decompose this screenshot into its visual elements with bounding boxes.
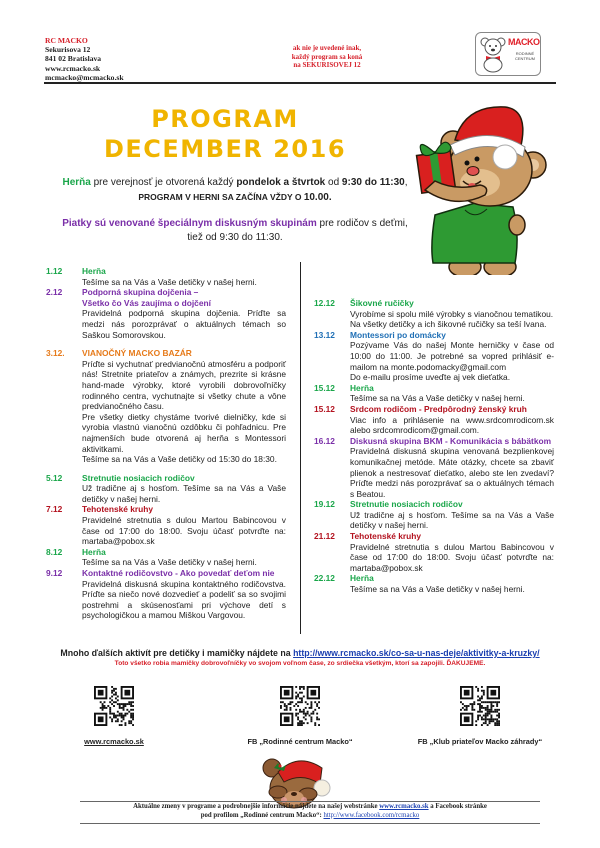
event-date: 5.12 <box>46 472 63 483</box>
event-title: Herňa <box>82 266 106 276</box>
thanks-note: Toto všetko robia mamičky dobrovoľníčky vo svojom voľnom čase, zo srdiečka všetkým, ktorí sa zapojili. ĎAKUJEME. <box>114 660 486 667</box>
event-title: Stretnutie nosiacich rodičov <box>350 499 463 510</box>
event-date: 12.12 <box>314 298 335 308</box>
column-divider <box>300 262 301 634</box>
activities-link[interactable]: http://www.rcmacko.sk/co-sa-u-nas-deje/aktivitky-a-kruzky/ <box>293 648 540 658</box>
address-street: Sekurisova 12 <box>45 45 91 55</box>
qr-block-fb-klub <box>400 686 560 746</box>
event-subtitle: Všetko čo Vás zaujíma o dojčení <box>82 297 211 308</box>
intro-text-span: pre verejnosť je otvorená každý <box>90 177 237 188</box>
event-item <box>314 383 554 404</box>
event-description: Pre všetky dietky chystáme tvorivé dielničky, kde si vyrobia vlastnú vianočnú ozdôbku či pohľadnicu. Pre najmenších bude otvorená aj herňa s Montessori aktivitkami. <box>82 411 286 454</box>
event-title: VIANOČNÝ MACKO BAZÁR <box>82 348 192 359</box>
event-item <box>46 473 286 505</box>
footer-text-span: Aktuálne zmeny v programe a podrobnejšie informácie nájdete na našej webstránke <box>133 803 380 810</box>
intro-text-span: , <box>404 177 408 188</box>
more-activities <box>30 648 570 659</box>
location-note-line: ak nie je uvedené inak, <box>292 44 362 52</box>
event-description: Príďte si vychutnať predvianočnú atmosféru a podporiť nás! Stretnite priateľov a známych, prezrite si krásne hand-made výrobky, ktoré vyrobili dobrovoľníčky rodinného centra, vychutnajte si všetky chute a vône predvianočného času. <box>82 358 286 412</box>
event-description: Pravidelná diskusná skupina kontaktného rodičovstva. Príďte sa niečo nové dozvedieť a podeliť sa so svojimi postrehmi a skúsenosťami pri výchove detí s psychologičkou a mamou Miškou Vargovou. <box>82 578 286 621</box>
intro-text-span: tiež od 9:30 do 11:30. <box>187 232 283 243</box>
intro-days: pondelok a štvrtok <box>236 177 326 188</box>
event-description: Vyrobíme si spolu milé výrobky s vianočnou tematikou. Na všetky detičky a ich šikovné ručičky sa teší Ivana. <box>350 308 554 330</box>
page-title <box>90 104 360 164</box>
macko-logo <box>475 32 541 76</box>
logo-brand: MACKO <box>508 37 540 47</box>
event-item <box>46 266 286 287</box>
org-contact-block <box>45 36 124 82</box>
event-title: Srdcom rodičom - Predpôrodný ženský kruh <box>350 403 527 414</box>
event-title: Šikovné ručičky <box>350 298 414 308</box>
footer-divider <box>80 823 540 824</box>
qr-block-website <box>34 686 194 746</box>
title-line-2: DECEMBER 2016 <box>103 135 347 163</box>
event-description: Do e-mailu prosíme uveďte aj vek dieťatka. <box>350 372 511 383</box>
event-date: 21.12 <box>314 531 335 542</box>
intro-paragraph-fridays <box>40 217 430 245</box>
fridays-highlight: Piatky sú venované špeciálnym diskusným skupinám <box>62 218 317 229</box>
event-title: Kontaktné rodičovstvo - Ako povedať deťom nie <box>82 568 275 579</box>
event-description: Už tradične aj s hosťom. Tešíme sa na Vás a Vaše detičky v našej herni. <box>82 483 286 504</box>
location-note-line: každý program sa koná <box>291 52 363 61</box>
event-title: Tehotenské kruhy <box>82 504 154 515</box>
qr-code-icon[interactable] <box>280 686 320 726</box>
website-link[interactable]: www.rcmacko.sk <box>45 63 101 73</box>
qr-code-icon[interactable] <box>460 686 500 726</box>
event-item <box>46 504 286 546</box>
event-description: Pravidelné stretnutia s dulou Martou Babincovou v čase od 17:00 do 18:00. Svoju účasť potvrďte na: martaba@pobox.sk <box>82 515 286 547</box>
event-item <box>46 568 286 621</box>
event-description: Tešíme sa na Vás a Vaše detičky od 15:30 do 18:30. <box>82 454 277 465</box>
event-item <box>46 287 286 340</box>
event-description: Tešíme sa na Vás a Vaše detičky v našej herni. <box>82 557 257 568</box>
footer-facebook-link[interactable]: http://www.facebook.com/rcmacko <box>323 811 420 819</box>
event-title: Tehotenské kruhy <box>350 531 422 542</box>
footer-website-link[interactable]: www.rcmacko.sk <box>379 803 429 810</box>
event-title: Podporná skupina dojčenia – <box>82 287 199 298</box>
qr-block-fb-macko <box>220 686 380 746</box>
event-description: Pravidelná diskusná skupina venovaná bezplienkovej komunikačnej metóde. Máte otázky, chcete sa zbaviť plienok a nestresovať dieťatko, alebo ste len zvedaví? Príďte medzi nás porozprávať sa o aktuálnych témach s Beatou. <box>350 446 554 499</box>
event-item <box>314 499 554 531</box>
event-date: 8.12 <box>46 546 63 557</box>
event-item <box>46 547 286 568</box>
intro-time: 9:30 do 11:30 <box>341 177 405 188</box>
event-title: Herňa <box>350 573 374 584</box>
event-description: Už tradične aj s hosťom. Tešíme sa na Vás a Vaše detičky v našej herni. <box>350 509 554 531</box>
event-item <box>314 330 554 383</box>
event-date: 16.12 <box>314 435 335 446</box>
event-item <box>314 436 554 500</box>
title-line-1: PROGRAM <box>151 105 299 133</box>
event-date: 15.12 <box>314 403 335 414</box>
event-title: Montessori po domácky <box>350 329 446 340</box>
org-name: RC MACKO <box>45 36 88 45</box>
qr-label-fb-macko: FB „Rodinné centrum Macko“ <box>247 737 353 746</box>
event-item <box>314 531 554 573</box>
event-item <box>314 404 554 436</box>
event-title: Herňa <box>82 546 106 557</box>
event-description: Pozývame Vás do našej Monte herničky v čase od 10:00 do 11:00. Je potrebné sa vopred prihlásiť e-mailom na monte.podomacky@gmail.com <box>350 340 554 372</box>
event-date: 1.12 <box>46 266 63 276</box>
events-right-column <box>314 298 554 595</box>
program-start-note: PROGRAM V HERNI SA ZAČÍNA VŽDY O <box>138 192 304 202</box>
event-item <box>46 348 286 465</box>
event-item <box>314 573 554 594</box>
program-start-time: 10.00. <box>303 192 332 203</box>
event-date: 19.12 <box>314 499 335 510</box>
event-date: 2.12 <box>46 287 63 298</box>
event-description: Tešíme sa na Vás a Vaše detičky v našej herni. <box>82 276 257 287</box>
intro-paragraph-herna <box>40 176 430 205</box>
event-date: 3.12. <box>46 348 65 359</box>
event-description: Pravidelné stretnutia s dulou Martou Babincovou v čase od 17:00 do 18:00. Svoju účasť potvrďte na: martaba@pobox.sk <box>350 541 554 573</box>
event-description: Pravidelná podporná skupina dojčenia. Príďte sa medzi nás porozprávať o aktuálnych témach so Saškou Somorovskou. <box>82 308 286 340</box>
qr-label-website[interactable]: www.rcmacko.sk <box>84 737 144 746</box>
footer-text <box>80 803 540 821</box>
teddy-bear-logo-icon <box>478 35 510 73</box>
event-date: 9.12 <box>46 568 63 579</box>
intro-text <box>40 176 430 245</box>
footer-text-span: pod profilom „Rodinné centrum Macko“: <box>200 811 324 819</box>
event-date: 15.12 <box>314 382 335 393</box>
event-description: Tešíme sa na Vás a Vaše detičky v našej herni. <box>350 393 525 404</box>
event-date: 22.12 <box>314 573 335 584</box>
qr-label-fb-klub: FB „Klub priateľov Macko záhrady“ <box>417 737 543 746</box>
event-item <box>314 298 554 330</box>
event-title: Herňa <box>350 382 374 393</box>
qr-code-icon[interactable] <box>94 686 134 726</box>
event-title: Stretnutie nosiacich rodičov <box>82 472 195 483</box>
footer-divider <box>80 801 540 802</box>
header-divider <box>250 82 556 84</box>
event-description: Viac info a prihlásenie na www.srdcomrodicom.sk alebo srdcomrodicom@gmail.com. <box>350 414 554 436</box>
event-date: 7.12 <box>46 504 63 515</box>
location-note <box>262 44 392 70</box>
event-title: Diskusná skupina BKM - Komunikácia s bábätkom <box>350 435 552 446</box>
intro-text-span: od <box>325 177 342 188</box>
email-link[interactable]: mcmacko@mcmacko.sk <box>45 72 124 82</box>
event-date: 13.12 <box>314 329 335 340</box>
footer-text-span: a Facebook stránke <box>428 803 487 810</box>
event-description: Tešíme sa na Vás a Vaše detičky v našej herni. <box>350 584 525 595</box>
events-left-column <box>46 266 286 621</box>
location-note-line: na SEKURISOVEJ 12 <box>293 61 361 70</box>
address-city: 841 02 Bratislava <box>45 54 102 64</box>
intro-text-span: pre rodičov s deťmi, <box>316 218 408 229</box>
christmas-bear-with-gift-icon <box>405 95 585 275</box>
logo-subtitle: RODINNÉ CENTRUM <box>515 51 535 61</box>
more-activities-text: Mnoho ďalších aktivít pre detičky i mamičky nájdete na <box>60 648 294 658</box>
herna-label: Herňa <box>62 177 91 188</box>
